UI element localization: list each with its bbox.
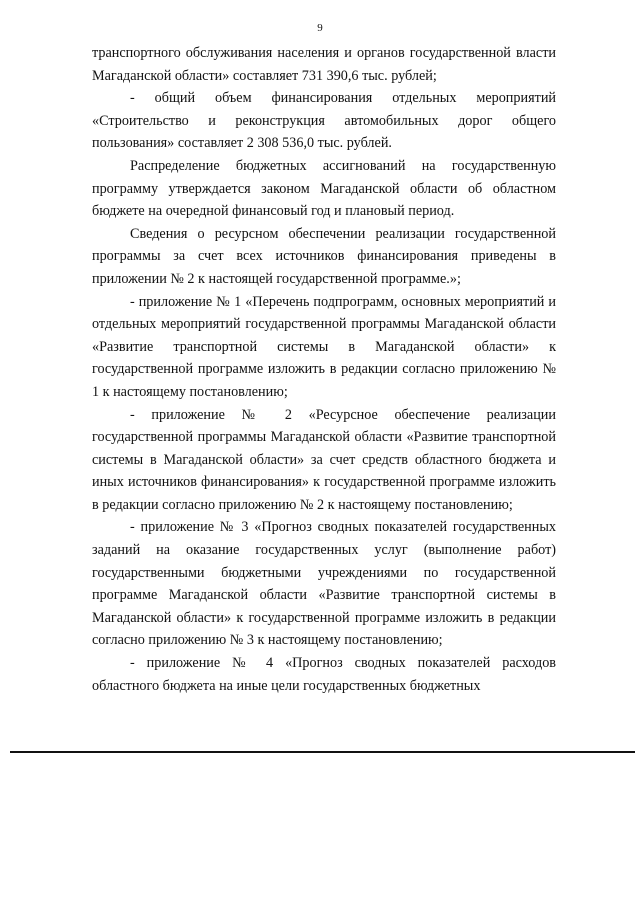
- paragraph-continuation: транспортного обслуживания населения и органов государственной власти Магаданской области» составляет 731 390,6 тыс. рублей;: [92, 45, 556, 84]
- paragraph-appendix-2: - приложение № 2 «Ресурсное обеспечение реализации государственной программы Магаданской области «Развитие транспортной системы в Магаданской области» за счет средств областного бюджета и иных источников финансирования» к государственной программе изложить в редакции согласно приложению № 2 к настоящему постановлению;: [92, 406, 556, 513]
- paragraph-total-financing: - общий объем финансирования отдельных мероприятий «Строительство и реконструкция автомобильных дорог общего пользования» составляет 2 308 536,0 тыс. рублей.: [92, 90, 556, 152]
- document-body: [92, 42, 556, 697]
- paragraph-appendix-1: - приложение № 1 «Перечень подпрограмм, основных мероприятий и отдельных мероприятий государственной программы Магаданской области «Развитие транспортной системы в Магаданской области» к государственной программе изложить в редакции согласно приложению № 1 к настоящему постановлению;: [92, 293, 556, 400]
- paragraph-appendix-3: - приложение № 3 «Прогноз сводных показателей государственных заданий на оказание государственных услуг (выполнение работ) государственными бюджетными учреждениями по государственной программе Магаданской области «Развитие транспортной системы в Магаданской области» к государственной программе изложить в редакции согласно приложению № 3 к настоящему постановлению;: [92, 519, 556, 649]
- paragraph-appendix-4: - приложение № 4 «Прогноз сводных показателей расходов областного бюджета на иные цели государственных бюджетных: [92, 655, 556, 694]
- paragraph-budget-distribution: Распределение бюджетных ассигнований на государственную программу утверждается законом Магаданской области об областном бюджете на очередной финансовый год и плановый период.: [92, 157, 556, 220]
- paragraph-resource-info: Сведения о ресурсном обеспечении реализации государственной программы за счет всех источников финансирования приведены в приложении № 2 к настоящей государственной программе.»;: [92, 225, 556, 287]
- page-number: 9: [317, 22, 323, 34]
- page-bottom-divider: [10, 751, 635, 753]
